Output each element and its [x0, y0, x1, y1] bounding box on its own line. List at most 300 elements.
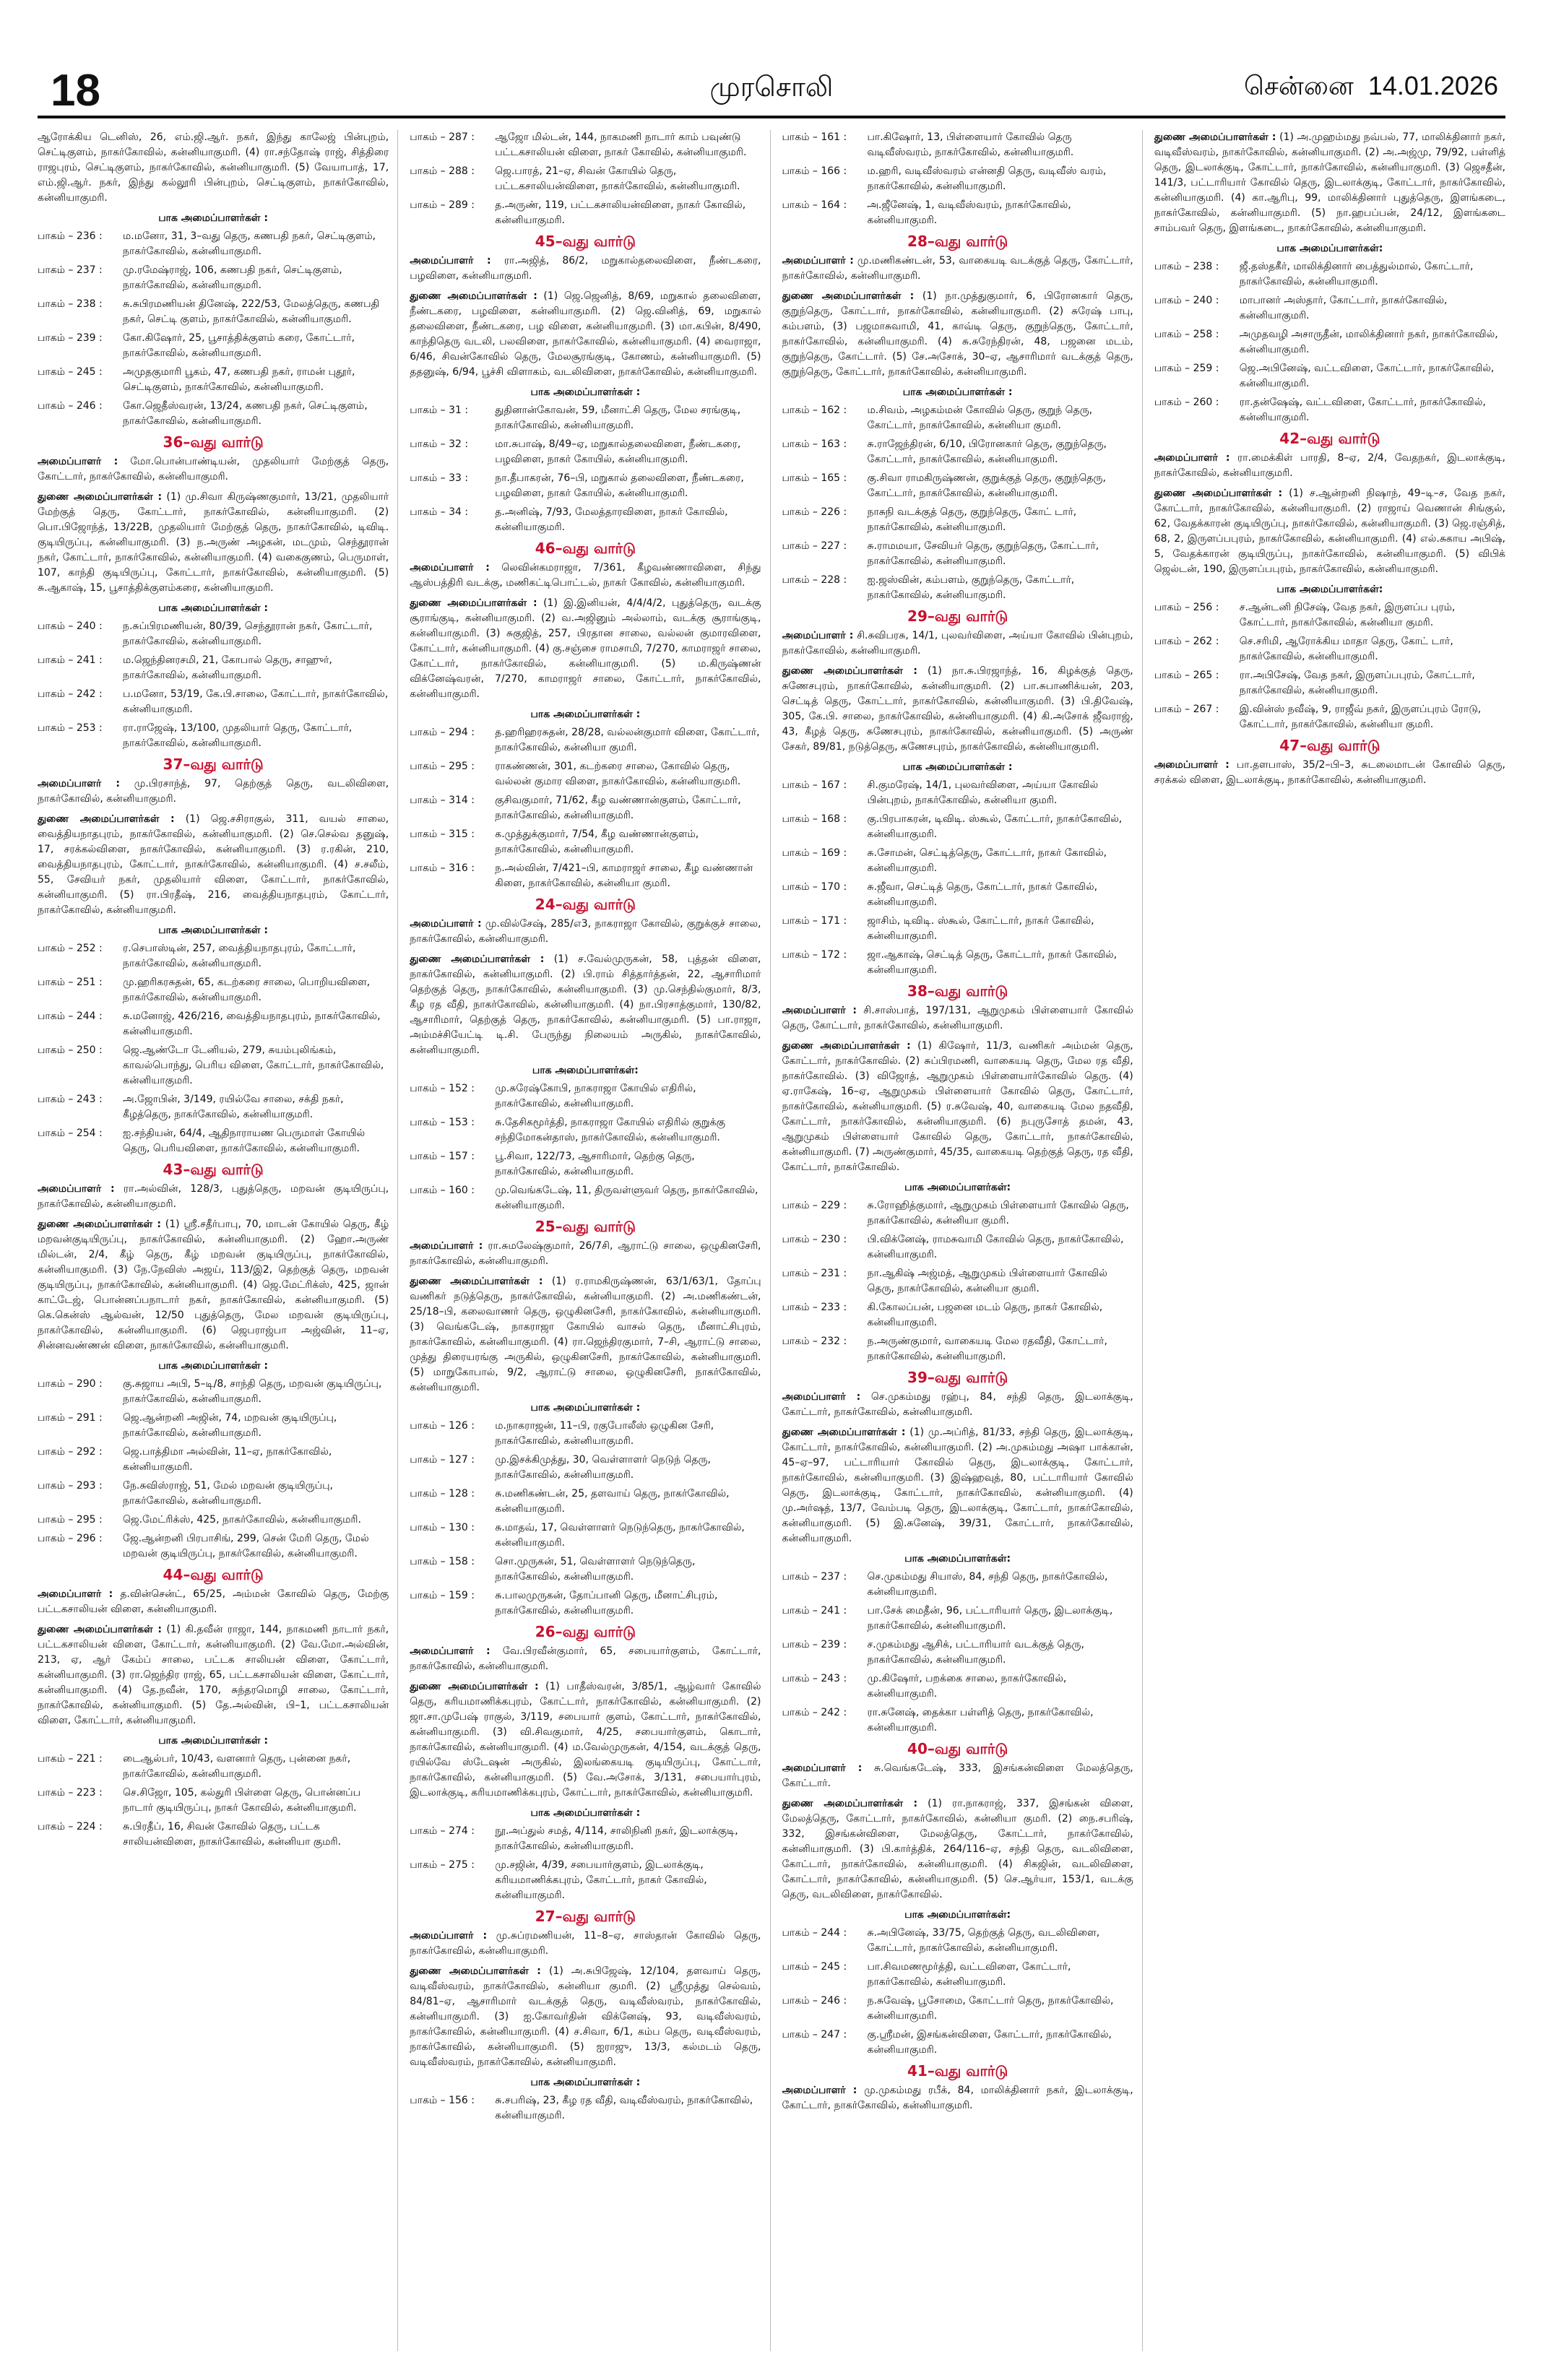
booth-entry	[410, 827, 761, 857]
booth-entry	[38, 975, 389, 1005]
booth-number: பாகம் – 291 :	[38, 1412, 103, 1424]
organizer-paragraph	[38, 1217, 389, 1354]
booth-number: பாகம் – 295 :	[38, 1514, 103, 1526]
paragraph-text: பா.தளபாஸ், 35/2–பி–3, சுடலைமாடன் கோவில் தெரு, சரக்கல் விளை, இடலாக்குடி, நாகர்கோவில், கன்னியாகுமரி.	[1154, 759, 1505, 786]
role-label: துணை அமைப்பாளர்கள் :	[410, 597, 537, 609]
organizer-paragraph	[782, 2083, 1133, 2113]
booth-entry	[1154, 600, 1505, 631]
booth-number: பாகம் – 232 :	[782, 1336, 847, 1347]
booth-entry	[38, 1531, 389, 1562]
ward-heading: 27–வது வார்டு	[535, 1908, 636, 1925]
booth-organizer: மாபானர் அஸ்தார், கோட்டார், நாகர்கோவில், கன்னியாகுமரி.	[1239, 295, 1448, 321]
booth-number: பாகம் – 293 :	[38, 1480, 103, 1492]
role-label: அமைப்பாளர் :	[782, 1762, 863, 1774]
paragraph-text: ரா.அஜித், 86/2, மறுகால்தலைவிளை, நீண்டகரை, பழவிளை, கன்னியாகுமரி.	[410, 255, 761, 282]
paragraph-text: ஆரோக்கிய டெனிஸ், 26, எம்.ஜி.ஆர். நகர், இந்து காலேஜ் பின்புறம், செட்டிகுளம், நாகர்கோவில், கன்னியாகுமரி. (4) ரா.சந்தோஷ் ராஜ், சித்திரை ராஜபுரம், செட்டிகுளம், நாகர்கோவில், கன்னியாகுமரி. (5) வேயாபாத், 17, எம்.ஜி.ஆர். நகர், இந்து கல்லூரி பின்புறம், செட்டிகுளம், நாகர்கோவில், கன்னியாகுமரி.	[38, 131, 389, 204]
paragraph-text: மு.பிரசாந்த், 97, தெற்குத் தெரு, வடலிவிளை, நாகர்கோவில், கன்னியாகுமரி.	[38, 778, 389, 805]
booth-organizer: மு.சஜின், 4/39, சபையார்குளம், இடலாக்குடி, கரியமாணிக்கபுரம், கோட்டார், நாகர் கோவில், கன்னியாகுமரி.	[495, 1859, 707, 1901]
organizer-paragraph	[410, 1239, 761, 1269]
ward-heading: 42–வது வார்டு	[1279, 430, 1380, 447]
organizer-paragraph	[782, 1425, 1133, 1546]
booth-number: பாகம் – 170 :	[782, 881, 847, 893]
organizer-paragraph	[410, 1929, 761, 1959]
organizer-paragraph	[38, 1182, 389, 1212]
section-subheading: பாக அமைப்பாளர்கள் :	[530, 1807, 641, 1819]
booth-entry	[38, 1445, 389, 1475]
booth-entry	[38, 1819, 389, 1850]
organizer-paragraph	[782, 254, 1133, 284]
booth-number: பாகம் – 231 :	[782, 1268, 847, 1279]
booth-entry	[410, 1554, 761, 1585]
booth-entry	[38, 297, 389, 327]
role-label: துணை அமைப்பாளர்கள் :	[410, 1681, 539, 1692]
booth-number: பாகம் – 159 :	[410, 1590, 475, 1601]
role-label: அமைப்பாளர் :	[782, 1391, 861, 1403]
section-subheading: பாக அமைப்பாளர்கள் :	[530, 709, 641, 720]
booth-number: பாகம் – 169 :	[782, 847, 847, 859]
booth-organizer: இ.வின்ஸ் நவீஷ், 9, ராஜீவ் நகர், இருளப்புரம் ரோடு, கோட்டார், நாகர்கோவில், கன்னியா குமரி.	[1239, 704, 1482, 730]
booth-number: பாகம் – 247 :	[782, 2029, 847, 2041]
booth-entry	[410, 1824, 761, 1854]
booth-number: பாகம் – 262 :	[1154, 636, 1219, 647]
booth-organizer: சு.சுபிரமணியன் தினேஷ், 222/53, மேலத்தெரு, கணபதி நகர், செட்டி குளம், நாகர்கோவில், கன்னியாகுமரி.	[123, 298, 380, 325]
organizer-paragraph	[410, 952, 761, 1058]
paragraph-text: (1) மு.அப்ரித், 81/33, சந்தி தெரு, இடலாக்குடி, கோட்டார், நாகர்கோவில், கன்னியாகுமரி. (2) அ.முகம்மது அஷா பாக்கான், 45–ஏ–97, பட்டாரியார் கோவில் தெரு, இடலாக்குடி, கோட்டார், நாகர்கோவில், கன்னியாகுமரி. (3) இஷ்ஹவுத், 80, பட்டாரியார் கோவில் தெரு, இடலாக்குடி, கோட்டார், நாகர்கோவில், கன்னியாகுமரி. (4) மு.அர்ஷத், 13/7, வேம்படி தெரு, இடலாக்குடி, கோட்டார், நாகர்கோவில், கன்னியாகுமரி. (5) இ.சுனேஷ், 39/31, கோட்டார், நாகர்கோவில், கன்னியாகுமரி.	[782, 1427, 1133, 1544]
paragraph-text: த.வின்சென்ட், 65/25, அம்மன் கோவில் தெரு, மேற்கு பட்டகசாலியன் விளை, கன்னியாகுமரி.	[38, 1588, 389, 1615]
ward-heading: 39–வது வார்டு	[907, 1369, 1008, 1386]
booth-number: பாகம் – 239 :	[782, 1639, 847, 1650]
paragraph-text: (1) அ.முஹம்மது நவ்பல், 77, மாலிக்தினார் நகர், வடிவீஸ்வரம், நாகர்கோவில், கன்னியாகுமரி. (2) அ.அஜ்மு, 79/92, பள்ளித் தெரு, இடலாக்குடி, கோட்டார், நாகர்கோவில், கன்னியாகுமரி. (3) ஜெசதீன், 141/3, பட்டாரியார் கோவில் தெரு, இடலாக்குடி, கோட்டார், நாகர்கோவில், கன்னியாகுமரி. (4) கா.ஆரிபு, 99, மாலிக்தினார் புதுத்தெரு, இளங்கடை, நாகர்கோவில், கன்னியாகுமரி. (5) நா.ஹபப்பன், 24/12, இளங்கடை சாம்பவர் தெரு, இளங்கடை, நாகர்கோவில், கன்னியாகுமரி.	[1154, 131, 1505, 234]
role-label: துணை அமைப்பாளர்கள் :	[1154, 488, 1283, 499]
booth-organizer: கி.கோலப்பன், பஜனை மடம் தெரு, நாகர் கோவில், கன்னியாகுமரி.	[867, 1302, 1103, 1328]
booth-number: பாகம் – 244 :	[38, 1011, 103, 1022]
booth-entry	[38, 1513, 389, 1528]
booth-entry	[782, 1671, 1133, 1702]
booth-organizer: ம.ஹரி, வடிவீஸ்வரம் என்னதி தெரு, வடிவீஸ் வரம், நாகர்கோவில், கன்னியாகுமரி.	[867, 165, 1107, 192]
booth-organizer: கு.ஸ்ரீமன், இசங்கன்விளை, கோட்டார், நாகர்கோவில், கன்னியாகுமரி.	[867, 2029, 1112, 2056]
booth-entry	[782, 778, 1133, 808]
booth-number: பாகம் – 168 :	[782, 813, 847, 825]
booth-organizer: பா.கிஷோர், 13, பிள்ளையார் கோவில் தெரு வடிவீஸ்வரம், நாகர்கோவில், கன்னியாகுமரி.	[867, 131, 1074, 158]
newspaper-name: முரசொலி	[709, 71, 834, 103]
booth-entry	[782, 914, 1133, 944]
booth-entry	[782, 846, 1133, 876]
booth-number: பாகம் – 259 :	[1154, 363, 1219, 374]
booth-organizer: ஜெ.ஆண்டோ டேனியல், 279, சுயம்புலிங்கம், காவல்பொந்து, பெரிய விளை, கோட்டார், நாகர்கோவில், கன்னியாகுமரி.	[123, 1044, 384, 1086]
booth-number: பாகம் – 314 :	[410, 795, 475, 806]
booth-entry	[38, 1411, 389, 1441]
booth-entry	[38, 1126, 389, 1156]
booth-organizer: மு.ரமேஷ்ராஜ், 106, கணபதி நகர், செட்டிகுளம், நாகர்கோவில், கன்னியாகுமரி.	[123, 264, 342, 291]
booth-organizer: சு.பிரதீப், 16, சிவன் கோவில் தெரு, பட்டக சாலியன்விளை, நாகர்கோவில், கன்னியா குமரி.	[123, 1821, 342, 1848]
paragraph-text: (1) இ.இனியன், 4/4/4/2, புதுத்தெரு, வடக்கு சூராங்குடி, கன்னியாகுமரி. (2) வ.அஜினும் அல்லாம், வடக்கு சூராங்குடி, கன்னியாகுமரி. (3) சுகுஜித், 257, பிரதான சாலை, வல்லன் குமாரவிளை, கோட்டார், கன்னியாகுமரி. (4) கு.சஞ்சை ராமசாமி, 7/270, காமராஜர் சாலை, கோட்டார், நாகர்கோவில், கன்னியாகுமரி. (5) ம.கிருஷ்ணன் விக்னேஷ்வரன், 7/270, காமராஜர் சாலை, கோட்டார், நாகர்கோவில், கன்னியாகுமரி.	[410, 597, 761, 700]
booth-organizer: சு.மாதவ், 17, வெள்ளாளர் நெடுந்தெரு, நாகர்கோவில், கன்னியாகுமரி.	[495, 1522, 745, 1549]
booth-number: பாகம் – 316 :	[410, 862, 475, 874]
booth-number: பாகம் – 253 :	[38, 722, 103, 734]
booth-organizer: அ.ஜோபின், 3/149, ரயில்வே சாலை, சக்தி நகர், கீழத்தெரு, நாகர்கோவில், கன்னியாகுமரி.	[123, 1094, 344, 1120]
booth-number: பாகம் – 241 :	[782, 1605, 847, 1617]
booth-number: பாகம் – 160 :	[410, 1185, 475, 1196]
ward-heading: 36–வது வார்டு	[163, 433, 264, 451]
booth-organizer: ப.மனோ, 53/19, கே.பி.சாலை, கோட்டார், நாகர்கோவில், கன்னியாகுமரி.	[123, 688, 389, 715]
role-label: அமைப்பாளர் :	[410, 1240, 483, 1252]
booth-number: பாகம் – 230 :	[782, 1234, 847, 1245]
booth-number: பாகம் – 31 :	[410, 404, 469, 416]
booth-number: பாகம் – 171 :	[782, 915, 847, 927]
booth-number: பாகம் – 242 :	[38, 688, 103, 700]
ward-heading: 37–வது வார்டு	[163, 756, 264, 773]
booth-organizer: சொ.முருகன், 51, வெள்ளாளர் நெடுந்தெரு, நாகர்கோவில், கன்னியாகுமரி.	[495, 1556, 696, 1583]
organizer-paragraph	[1154, 758, 1505, 788]
booth-number: பாகம் – 243 :	[782, 1673, 847, 1684]
booth-organizer: க.முத்துக்குமார், 7/54, கீழ வண்ணான்குளம், நாகர்கோவில், கன்னியாகுமரி.	[495, 828, 699, 855]
booth-entry	[410, 861, 761, 891]
booth-organizer: த.ஹரிஹரசுதன், 28/28, வல்லன்குமார் விளை, கோட்டார், நாகர்கோவில், கன்னியா குமரி.	[495, 727, 760, 753]
organizer-paragraph	[782, 1039, 1133, 1175]
organizer-paragraph	[410, 1644, 761, 1674]
ward-heading: 25–வது வார்டு	[535, 1218, 636, 1235]
role-label: அமைப்பாளர் :	[410, 1645, 490, 1657]
section-subheading: பாக அமைப்பாளர்கள் :	[902, 386, 1013, 398]
booth-entry	[782, 573, 1133, 603]
booth-entry	[38, 687, 389, 717]
booth-entry	[782, 437, 1133, 467]
organizer-paragraph	[782, 1796, 1133, 1903]
booth-entry	[38, 1092, 389, 1122]
role-label: அமைப்பாளர் :	[1154, 759, 1229, 771]
city: சென்னை	[1243, 71, 1354, 100]
booth-organizer: செ.முகம்மது சியாஸ், 84, சந்தி தெரு, நாகர்கோவில், கன்னியாகுமரி.	[867, 1571, 1108, 1598]
booth-organizer: மு.இசக்கிமுத்து, 30, வெள்ளாளர் நெடுந் தெரு, நாகர்கோவில், கன்னியாகுமரி.	[495, 1454, 711, 1481]
paragraph-text: மு.வில்சேஷ், 285/எ3, நாகராஜா கோவில், குறுக்குச் சாலை, நாகர்கோவில், கன்னியாகுமரி.	[410, 918, 761, 945]
booth-organizer: மு.கிஷோர், பறக்கை சாலை, நாகர்கோவில், கன்னியாகுமரி.	[867, 1673, 1067, 1700]
booth-organizer: நூ.அப்துல் சமத், 4/114, சாலிநினி நகர், இடலாக்குடி, நாகர்கோவில், கன்னியாகுமரி.	[495, 1825, 738, 1852]
organizer-paragraph	[410, 1274, 761, 1395]
booth-entry	[410, 1081, 761, 1112]
booth-organizer: மு.வெங்கடேஷ், 11, திருவள்ளுவர் தெரு, நாகர்கோவில், கன்னியாகுமரி.	[495, 1185, 758, 1211]
paragraph-text: (1) ஸ்ரீ.சதீர்பாபு, 70, மாடன் கோயில் தெரு, கீழ் மறவன்குடியிருப்பு, நாகர்கோவில், கன்னியாகுமரி. (2) ஹோ.அருண் மில்டன், 2/4, கீழ் தெரு, கீழ் மறவன் குடியிருப்பு, நாகர்கோவில், கன்னியாகுமரி. (3) நே.நேவிஸ் அஜய், 113/இ2, தெற்குத் தெரு, மறவன் குடியிருப்பு, நாகர்கோவில், கன்னியாகுமரி. (4) ஜெ.மேட்ரிக்ஸ், 425, ஜான் காட்டேஜ், பொன்னப்பநாடார் நகர், நாகர்கோவில், கன்னியாகுமரி. (5) கெ.கென்ஸ் ஆல்வன், 12/50 புதுத்தெரு, மேல மறவன் குடியிருப்பு, நாகர்கோவில், கன்னியாகுமரி. (6) ஜெபராஜ்பா அஜ்வின், 11–ஏ, சின்னவண்ணன் விளை, நாகர்கோவில், கன்னியாகுமரி.	[38, 1219, 389, 1351]
booth-organizer: செ.சிஜோ, 105, கல்துரி பிள்ளை தெரு, பொன்னப்ப நாடார் குடியிருப்பு, நாகர் கோவில், கன்னியாகுமரி.	[123, 1787, 360, 1814]
booth-organizer: சு.தேசிகமூர்த்தி, நாகராஜா கோயில் எதிரில் குறுக்கு சந்திமோகன்தாஸ், நாகர்கோவில், கன்னியாகுமரி.	[495, 1117, 725, 1143]
booth-organizer: ஜெ.அபினேஷ், வட்டவிளை, கோட்டார், நாகர்கோவில், கன்னியாகுமரி.	[1239, 363, 1495, 389]
section-subheading: பாக அமைப்பாளர்கள்:	[532, 1065, 639, 1076]
booth-entry	[38, 653, 389, 683]
booth-number: பாகம் – 288 :	[410, 165, 475, 177]
booth-entry	[782, 539, 1133, 569]
booth-number: பாகம் – 246 :	[38, 400, 103, 412]
booth-organizer: பூ.சிவா, 122/73, ஆசாரிமார், தெற்கு தெரு, நாகர்கோவில், கன்னியாகுமரி.	[495, 1151, 695, 1177]
booth-number: பாகம் – 287 :	[410, 131, 475, 143]
booth-organizer: பா.சேக் மைதீன், 96, பட்டாரியார் தெரு, இடலாக்குடி, நாகர்கோவில், கன்னியாகுமரி.	[867, 1605, 1113, 1632]
booth-number: பாகம் – 244 :	[782, 1927, 847, 1939]
ward-heading: 47–வது வார்டு	[1279, 737, 1380, 754]
ward-heading: 24–வது வார்டு	[535, 896, 636, 913]
paragraph-text: செ.முகம்மது ரஹ்பு, 84, சந்தி தெரு, இடலாக்குடி, கோட்டார், நாகர்கோவில், கன்னியாகுமரி.	[782, 1391, 1133, 1418]
booth-entry	[782, 1300, 1133, 1330]
booth-entry	[782, 1266, 1133, 1297]
role-label: அமைப்பாளர் :	[1154, 452, 1230, 464]
section-subheading: பாக அமைப்பாளர்கள் :	[158, 212, 269, 224]
paragraph-text: (1) ச.ஆன்றனி நிஷாந், 49–டி–ச, வேத நகர், கோட்டார், நாகர்கோவில், கன்னியாகுமரி. (2) ராஜாய் வெணான் சிங்குல், 62, வேதக்காரன் குடியிருப்பு, நாகர்கோவில், கன்னியாகுமரி. (3) ஜெ.ரஞ்சித், 68, 2, இருளப்பபுரம், நாகர்கோவில், கன்னியாகுமரி. (4) எல்.சுகாய அபிஷ், 5, வேதக்காரன் குடியிருப்பு, நாகர்கோவில், கன்னியாகுமரி. (5) விபிக் ஜெல்டன், 190, இருளப்பபுரம், நாகர்கோவில், கன்னியாகுமரி.	[1154, 488, 1505, 575]
booth-number: பாகம் – 127 :	[410, 1454, 475, 1466]
organizer-paragraph	[38, 490, 389, 596]
booth-number: பாகம் – 239 :	[38, 332, 103, 344]
booth-entry	[410, 759, 761, 789]
ward-heading: 41–வது வார்டு	[907, 2062, 1008, 2080]
booth-number: பாகம் – 162 :	[782, 404, 847, 416]
booth-number: பாகம் – 237 :	[38, 264, 103, 276]
booth-entry	[410, 471, 761, 501]
booth-organizer: ஜெ.ஆன்றனி அஜின், 74, மறவன் குடியிருப்பு, நாகர்கோவில், கன்னியாகுமரி.	[123, 1412, 337, 1439]
booth-number: பாகம் – 226 :	[782, 506, 847, 518]
booth-entry	[782, 1604, 1133, 1634]
booth-number: பாகம் – 254 :	[38, 1128, 103, 1139]
booth-number: பாகம் – 289 :	[410, 199, 475, 211]
booth-entry	[1154, 668, 1505, 698]
booth-entry	[782, 198, 1133, 228]
booth-entry	[782, 948, 1133, 978]
booth-organizer: ம.ஜெந்தினரசமி, 21, கோபால் தெரு, சாஹுர், நாகர்கோவில், கன்னியாகுமரி.	[123, 654, 332, 681]
booth-organizer: சி.குமரேஷ், 14/1, புலவர்விளை, அய்யா கோவில் பின்புறம், நாகர்கோவில், கன்னியா குமரி.	[867, 779, 1099, 806]
organizer-paragraph	[782, 664, 1133, 755]
booth-entry	[38, 721, 389, 751]
section-subheading: பாக அமைப்பாளர்கள்:	[904, 1182, 1011, 1193]
role-label: துணை அமைப்பாளர்கள் :	[782, 665, 917, 677]
organizer-paragraph	[410, 1679, 761, 1801]
booth-number: பாகம் – 242 :	[782, 1707, 847, 1718]
organizer-paragraph	[782, 628, 1133, 659]
paragraph-text: மோ.பொன்பாண்டியன், முதலியார் மேற்குத் தெரு, கோட்டார், நாகர்கோவில், கன்னியாகுமரி.	[38, 456, 389, 483]
page-number: 18	[51, 66, 100, 116]
section-subheading: பாக அமைப்பாளர்கள்:	[1276, 243, 1383, 254]
role-label: துணை அமைப்பாளர்கள் :	[782, 1427, 906, 1438]
booth-number: பாகம் – 260 :	[1154, 397, 1219, 408]
booth-organizer: மா.சுபாஷ், 8/49–ஏ, மறுகால்தலைவிளை, நீண்டகரை, பழவிளை, நாகர் கோயில், கன்னியாகுமரி.	[495, 438, 741, 465]
booth-number: பாகம் – 158 :	[410, 1556, 475, 1567]
booth-entry	[782, 1232, 1133, 1263]
booth-number: பாகம் – 292 :	[38, 1446, 103, 1458]
booth-entry	[38, 941, 389, 972]
booth-number: பாகம் – 152 :	[410, 1083, 475, 1094]
role-label: துணை அமைப்பாளர்கள் :	[410, 1276, 543, 1287]
role-label: அமைப்பாளர் :	[782, 255, 854, 267]
paragraph-text: (1) ஜெ.சசிராகுல், 311, வயல் சாலை, வைத்தியநாதபுரம், நாகர்கோவில், கன்னியாகுமரி. (2) செ.செல்வ தனுஷ், 17, சரக்கல்விளை, நாகர்கோவில், கன்னியாகுமரி. (3) ர.ரகின், 210, வைத்தியநாதபுரம், கோட்டார், நாகர்கோவில், கன்னியாகுமரி. (4) ச.சலீம், 55, சேவியர் நகர், முதலியார் விளை, கோட்டார், நாகர்கோவில், கன்னியாகுமரி. (5) ரா.பிரதீஷ், 216, வைத்தியநாதபுரம், கோட்டார், நாகர்கோவில், கன்னியாகுமரி.	[38, 813, 389, 916]
booth-organizer: த.அனிஷ், 7/93, மேலத்தாரவிளை, நாகர் கோவில், கன்னியாகுமரி.	[495, 506, 728, 533]
booth-number: பாகம் – 265 :	[1154, 670, 1219, 681]
booth-entry	[782, 880, 1133, 910]
booth-number: பாகம் – 267 :	[1154, 704, 1219, 715]
role-label: அமைப்பாளர் :	[782, 2085, 857, 2096]
booth-number: பாகம் – 223 :	[38, 1787, 103, 1799]
booth-entry	[38, 229, 389, 259]
section-subheading: பாக அமைப்பாளர்கள் :	[158, 925, 269, 936]
organizer-paragraph	[782, 1003, 1133, 1034]
paragraph-text: (1) பாதீஸ்வரன், 3/85/1, ஆழ்வார் கோவில் தெரு, கரியமாணிக்கபுரம், கோட்டார், நாகர்கோவில், கன்னியாகுமரி. (2) ஜா.சா.முபேஷ் ராகுல், 3/119, சபையார் குளம், கோட்டார், நாகர்கோவில், கன்னியாகுமரி. (3) வி.சிவகுமார், 4/25, சபையார்குளம், கொடார், நாகர்கோவில், கன்னியாகுமரி. (4) ம.வேல்முருகன், 4/154, வடக்குத் தெரு, ரயில்வே ஸ்டேஷன் அருகில், இலங்கையடி குடியிருப்பு, கோட்டார், நாகர்கோவில், கன்னியாகுமரி. (5) வே.அசோக், 3/131, சபையார்புரம், இடலாக்குடி, கரியமாணிக்கபுரம், கோட்டார், நாகர்கோவில், கன்னியாகுமரி.	[410, 1681, 761, 1799]
booth-organizer: ந.அல்வின், 7/421–பி, காமராஜர் சாலை, கீழ வண்ணான் கிளை, நாகர்கோவில், கன்னியா குமரி.	[495, 862, 753, 889]
booth-organizer: த.அருண், 119, பட்டகசாலியன்விளை, நாகர் கோவில், கன்னியாகுமரி.	[495, 199, 746, 226]
paragraph-text: சு.வெங்கடேஷ், 333, இசங்கன்விளை மேலத்தெரு, கோட்டார்.	[782, 1762, 1133, 1789]
booth-entry	[38, 1752, 389, 1782]
section-subheading: பாக அமைப்பாளர்கள்:	[904, 1553, 1011, 1565]
booth-number: பாகம் – 224 :	[38, 1821, 103, 1832]
role-label: துணை அமைப்பாளர்கள் :	[782, 1798, 918, 1809]
ward-heading: 46–வது வார்டு	[535, 540, 636, 557]
organizer-paragraph	[410, 289, 761, 380]
booth-organizer: செ.சரிமி, ஆரோக்கிய மாதா தெரு, கோட் டார், நாகர்கோவில், கன்னியாகுமரி.	[1239, 636, 1453, 662]
booth-organizer: நாசுநி வடக்குத் தெரு, குறுந்தெரு, கோட் டார், நாகர்கோவில், கன்னியாகுமரி.	[867, 506, 1077, 533]
paragraph-text: சி.சாஸ்பாத், 197/131, ஆறுமுகம் பிள்ளையார் கோவில் தெரு, கோட்டார், நாகர்கோவில், கன்னியாகுமரி.	[782, 1005, 1133, 1031]
paragraph-text: ரா.சுமலேஷ்குமார், 26/7சி, ஆராட்டு சாலை, ஒழுகினசேரி, நாகர்கோவில், கன்னியாகுமரி.	[410, 1240, 761, 1267]
paragraph-text: (1) நா.முத்துகுமார், 6, பிரோனகார் தெரு, குறுந்தெரு, கோட்டார், நாகர்கோவில், கன்னியாகுமரி. (2) சுரேஷ் பாபு, கம்பளம், (3) பஜமாசுவாமி, 41, காவ்டி தெரு, குறுந்தெரு, கோட்டார், நாகர்கோவில், கன்னியாகுமரி. (4) சு.சுரேந்திரன், 48, பஜனை மடம், குறுந்தெரு, கோட்டார். (5) சே.அசோக், 30–ஏ, ஆசாரிமார் வடக்குத் தெரு, குறுந்தெரு, கோட்டார், நாகர்கோவில், கன்னியாகுமரி.	[782, 290, 1133, 378]
booth-organizer: பி.விக்னேஷ், ராமசுவாமி கோவில் தெரு, நாகர்கோவில், கன்னியாகுமரி.	[867, 1234, 1124, 1260]
booth-organizer: ஜெ.பாரத், 21–ஏ, சிவன் கோயில் தெரு, பட்டகசாலியன்விளை, நாகர்கோவில், கன்னியாகுமரி.	[495, 165, 740, 192]
booth-organizer: ராகண்ணன், 301, கடற்கரை சாலை, கோவில் தெரு, வல்லன் குமார விளை, நாகர்கோவில், கன்னியாகுமரி.	[495, 761, 741, 787]
role-label: அமைப்பாளர் :	[38, 1588, 113, 1600]
booth-number: பாகம் – 256 :	[1154, 602, 1219, 613]
booth-number: பாகம் – 241 :	[38, 654, 103, 666]
role-label: அமைப்பாளர் :	[410, 1930, 488, 1942]
booth-organizer: கு.சுஜாய அபி, 5–டி/8, சாந்தி தெரு, மறவன் குடியிருப்பு, நாகர்கோவில், கன்னியாகுமரி.	[123, 1378, 382, 1405]
booth-entry	[1154, 259, 1505, 290]
booth-number: பாகம் – 290 :	[38, 1378, 103, 1390]
booth-entry	[782, 1926, 1133, 1956]
booth-organizer: ர.செபாஸ்டின், 257, வைத்தியநாதபுரம், கோட்டார், நாகர்கோவில், கன்னியாகுமரி.	[123, 943, 356, 969]
booth-number: பாகம் – 240 :	[1154, 295, 1219, 306]
booth-organizer: ஐ.ஜஸ்வின், கம்பளம், குறுந்தெரு, கோட்டார், நாகர்கோவில், கன்னியாகுமரி.	[867, 574, 1075, 601]
booth-organizer: ந.சுவேஷ், பூசோமை, கோட்டார் தெரு, நாகர்கோவில், கன்னியாகுமரி.	[867, 1995, 1114, 2022]
paragraph-text: மு.முகம்மது ரபீக், 84, மாலிக்தினார் நகர், இடலாக்குடி, கோட்டார், நாகர்கோவில், கன்னியாகுமரி.	[782, 2085, 1133, 2111]
booth-entry	[782, 1198, 1133, 1229]
role-label: துணை அமைப்பாளர்கள் :	[782, 290, 915, 302]
paragraph-text: (1) அ.சுபிஜேஷ், 12/104, தளவாய் தெரு, வடிவீஸ்வரம், நாகர்கோவில், கன்னியா குமரி. (2) ஸ்ரீமுத்து செல்வம், 84/81–ஏ, ஆசாரிமார் வடக்குத் தெரு, வடிவீஸ்வரம், நாகர்கோவில், கன்னியாகுமரி. (3) ஐ.கோவர்தின் விக்னேஷ், 93, வடிவீஸ்வரம், நாகர்கோவில், கன்னியாகுமரி. (4) ச.சிவா, 6/1, கம்ப தெரு, வடிவீஸ்வரம், நாகர்கோவில், கன்னியாகுமரி. (5) ஐராஜு, 13/3, கல்மடம் தெரு, வடிவீஸ்வரம், நாகர்கோவில், கன்னியாகுமரி.	[410, 1965, 761, 2068]
booth-organizer: பா.சிவமணமூர்த்தி, வட்டவிளை, கோட்டார், நாகர்கோவில், கன்னியாகுமரி.	[867, 1961, 1071, 1988]
role-label: அமைப்பாளர் :	[38, 456, 118, 467]
booth-entry	[782, 1994, 1133, 2024]
booth-organizer: அமுதவழி அசாருதீன், மாலிக்தினார் நகர், நாகர்கோவில், கன்னியாகுமரி.	[1239, 329, 1498, 355]
booth-number: பாகம் – 32 :	[410, 438, 469, 450]
booth-entry	[410, 130, 761, 160]
ward-heading: 26–வது வார்டு	[535, 1623, 636, 1640]
booth-number: பாகம் – 245 :	[782, 1961, 847, 1973]
booth-number: பாகம் – 237 :	[782, 1571, 847, 1583]
booth-organizer: அமுதகுமாரி பூகம், 47, கணபதி நகர், ராமன் புதூர், செட்டிகுளம், நாகர்கோவில், கன்னியாகுமரி.	[123, 366, 355, 393]
booth-organizer: மு.சுரேஷ்கோபி, நாகராஜா கோயில் எதிரில், நாகர்கோவில், கன்னியாகுமரி.	[495, 1083, 696, 1109]
booth-entry	[410, 164, 761, 194]
booth-entry	[410, 1115, 761, 1146]
booth-entry	[410, 198, 761, 228]
booth-organizer: குசிவகுமார், 71/62, கீழ வண்ணான்குளம், கோட்டார், நாகர்கோவில், கன்னியாகுமரி.	[495, 795, 741, 821]
column-2	[410, 130, 770, 2351]
ward-heading: 43–வது வார்டு	[163, 1161, 264, 1178]
booth-number: பாகம் – 156 :	[410, 2095, 475, 2106]
paragraph-text: சி.சுவிபரசு, 14/1, புலவர்விளை, அய்யா கோவில் பின்புறம், நாகர்கோவில், கன்னியாகுமரி.	[782, 630, 1133, 657]
booth-entry	[782, 130, 1133, 160]
booth-entry	[410, 1183, 761, 1213]
role-label: அமைப்பாளர் :	[410, 918, 482, 930]
booth-organizer: ரா.சுனேஷ், தைக்கா பள்ளித் தெரு, நாகர்கோவில், கன்னியாகுமரி.	[867, 1707, 1094, 1734]
booth-number: பாகம் – 294 :	[410, 727, 475, 738]
booth-organizer: சு.ரோஹித்குமார், ஆறுமுகம் பிள்ளையார் கோவில் தெரு, நாகர்கோவில், கன்னியா குமரி.	[867, 1200, 1129, 1226]
booth-organizer: சு.ராமமயா, சேவியர் தெரு, குறுந்தெரு, கோட்டார், நாகர்கோவில், கன்னியாகுமரி.	[867, 540, 1099, 567]
booth-number: பாகம் – 167 :	[782, 779, 847, 791]
paragraph-text: (1) ர.ராமகிருஷ்ணன், 63/1/63/1, தோப்பு வணிகர் நடுத்தெரு, நாகர்கோவில், கன்னியாகுமரி. (2) அ.மணிகண்டன், 25/18–பி, கலைவாணர் தெரு, ஒழுகினசேரி, நாகர்கோவில், கன்னியாகுமரி. (3) வெங்கடேஷ், நாகராஜா கோயில் வாசல் தெரு, மீனாட்சிபுரம், நாகர்கோவில், கன்னியாகுமரி. (4) ரா.ஜெந்திரகுமார், 7–சி, ஆராட்டு சாலை, முத்து திரையரங்கு அருகில், ஒழுகினசேரி, நாகர்கோவில், கன்னியாகுமரி. (5) மாறுகோபால், 9/2, ஆராட்டு சாலை, ஒழுகினசேரி, நாகர்கோவில், கன்னியாகுமரி.	[410, 1276, 761, 1393]
role-label: துணை அமைப்பாளர்கள் :	[410, 1965, 541, 1977]
booth-number: பாகம் – 172 :	[782, 949, 847, 961]
booth-number: பாகம் – 161 :	[782, 131, 847, 143]
booth-entry	[1154, 293, 1505, 324]
booth-number: பாகம் – 164 :	[782, 199, 847, 211]
booth-number: பாகம் – 34 :	[410, 506, 469, 518]
paragraph-text: லெவின்கமராஜா, 7/361, கீழவண்ணாவிளை, சிந்து ஆஸ்பத்திரி வடக்கு, மணிகட்டிபொட்டல், நாகர் கோவில், கன்னியாகுமரி.	[410, 562, 761, 589]
booth-organizer: ஜீ.தஸ்தகீர், மாலிக்தினார் பைத்துல்மால், கோட்டார், நாகர்கோவில், கன்னியாகுமரி.	[1239, 261, 1474, 287]
booth-organizer: டைஆல்பர், 10/43, வளனார் தெரு, புன்னை நகர், நாகர்கோவில், கன்னியாகுமரி.	[123, 1753, 351, 1780]
role-label: துணை அமைப்பாளர்கள் :	[410, 953, 545, 965]
booth-entry	[410, 1419, 761, 1449]
paragraph-text: (1) கி.தவீன் ராஜா, 144, நாகமணி நாடார் நகர், பட்டகசாலியன் விளை, கோட்டார், கன்னியாகுமரி. (2) வே.மோ.அல்வின், 213, ஏ, ஆர் கேம்ப் சாலை, பட்டக சாலியன் விளை, கோட்டார், கன்னியாகுமரி. (3) ரா.ஜெந்திர ராஜ், 65, பட்டகசாலியன் விளை, கோட்டார், கன்னியாகுமரி. (4) தே.நவீன், 170, சுந்தரமொழி சாலை, கோட்டார், நாகர்கோவில், கன்னியாகுமரி. (5) தே.அல்வின், பி–1, பட்டகசாலியன் விளை, கோட்டார், கன்னியாகுமரி.	[38, 1624, 389, 1726]
booth-entry	[410, 1520, 761, 1551]
booth-number: பாகம் – 275 :	[410, 1859, 475, 1871]
booth-number: பாகம் – 33 :	[410, 472, 469, 484]
booth-number: பாகம் – 258 :	[1154, 329, 1219, 340]
role-label: துணை அமைப்பாளர்கள் :	[410, 290, 537, 302]
booth-entry	[38, 331, 389, 361]
booth-organizer: நா.தீபாகரன், 76–பி, மறுகால் தலைவிளை, நீண்டகரை, பழவிளை, நாகர் கோயில், கன்னியாகுமரி.	[495, 472, 744, 499]
ward-heading: 29–வது வார்டு	[907, 607, 1008, 625]
paragraph-text: (1) மு.சிவா கிருஷ்ணகுமார், 13/21, முதலியார் மேற்குத் தெரு, கோட்டார், நாகர்கோவில், கன்னியாகுமரி. (2) பொ.பிஜோந்த், 13/22B, முதலியார் மேற்குத் தெரு, நாகர்கோவில், டிவிடி. குடியிருப்பு, கன்னியாகுமரி. (3) ந.அருண் அழகன், மடமும், செந்தூரான் நகர், கோட்டார், நாகர்கோவில், கன்னியாகுமரி. (4) வகைகுணம், பெருமாள், 107, காந்தி குடியிருப்பு, கோட்டார், நாகர்கோவில், கன்னியாகுமரி. (5) சு.ஆகாஷ், 15, பூசாத்திக்குளம்கரை, கன்னியாகுமரி.	[38, 491, 389, 594]
organizer-paragraph	[410, 596, 761, 702]
booth-entry	[410, 793, 761, 823]
booth-entry	[38, 1009, 389, 1039]
booth-entry	[410, 2093, 761, 2124]
section-subheading: பாக அமைப்பாளர்கள் :	[158, 1360, 269, 1372]
booth-organizer: ஆஜோ மில்டன், 144, நாகமணி நாடார் காம் பவுண்டு பட்டகசாலியன் விளை, நாகர் கோவில், கன்னியாகுமரி.	[495, 131, 747, 158]
booth-entry	[410, 505, 761, 535]
booth-organizer: சு.மணிகண்டன், 25, தளவாய் தெரு, நாகர்கோவில், கன்னியாகுமரி.	[495, 1488, 730, 1515]
booth-organizer: நே.சுவிஸ்ராஜ், 51, மேல் மறவன் குடியிருப்பு, நாகர்கோவில், கன்னியாகுமரி.	[123, 1480, 333, 1507]
section-subheading: பாக அமைப்பாளர்கள் :	[530, 2077, 641, 2088]
booth-number: பாகம் – 126 :	[410, 1420, 475, 1432]
booth-organizer: சு.மனோஜ், 426/216, வைத்தியநாதபுரம், நாகர்கோவில், கன்னியாகுமரி.	[123, 1011, 381, 1037]
booth-organizer: நா.ஆகிஷ் அஜ்மத், ஆறுமுகம் பிள்ளையார் கோவில் தெரு, நாகர்கோவில், கன்னியா குமரி.	[867, 1268, 1107, 1294]
column-1	[38, 130, 398, 2351]
paragraph-text: (1) ஜெ.ஜெனித், 8/69, மறுகால் தலைவிளை, நீண்டகரை, பழவிளை, கன்னியாகுமரி. (2) ஜெ.வினித், 69, மறுகால் தலைவிளை, நீண்டகரை, பழ விளை, கன்னியாகுமரி. (3) மா.கபின், 8/490, காந்திதெரு வடலி, பலவிளை, நாகர்கோவில், கன்னியாகுமரி. (4) வைராஜா, 6/46, சிவன்கோவில் தெரு, மேலசூரங்குடி, கோணம், கன்னியாகுமரி. (5) ததனுஷ், 6/94, பூச்சி விளாகம், வடலிவிளை, நாகர்கோவில், கன்னியாகுமரி.	[410, 290, 761, 378]
booth-organizer: ச.ஆன்டனி நிசேஷ், வேத நகர், இருளப்ப புரம், கோட்டார், நாகர்கோவில், கன்னியா குமரி.	[1239, 602, 1456, 628]
booth-entry	[410, 437, 761, 467]
booth-organizer: துதினான்கோவன், 59, மீனாட்சி தெரு, மேல சரங்குடி, நாகர்கோவில், கன்னியாகுமரி.	[495, 404, 741, 431]
booth-entry	[782, 2028, 1133, 2058]
booth-entry	[782, 1334, 1133, 1364]
booth-entry	[782, 1637, 1133, 1668]
paragraph-text: ரா.மைக்கிள் பாரதி, 8–ஏ, 2/4, வேதநகர், இடலாக்குடி, நாகர்கோவில், கன்னியாகுமரி.	[1154, 452, 1505, 479]
booth-entry	[1154, 395, 1505, 425]
booth-number: பாகம் – 243 :	[38, 1094, 103, 1105]
booth-organizer: ச.முகம்மது ஆசிக், பட்டாரியார் வடக்குத் தெரு, நாகர்கோவில், கன்னியாகுமரி.	[867, 1639, 1084, 1666]
booth-organizer: கோ.கிஷோர், 25, பூசாத்திக்குளம் கரை, கோட்டார், நாகர்கோவில், கன்னியாகுமரி.	[123, 332, 355, 359]
booth-entry	[38, 1786, 389, 1816]
booth-organizer: கு.சிவா ராமகிருஷ்ணன், குறுக்குத் தெரு, குறுந்தெரு, கோட்டார், நாகர்கோவில், கன்னியாகுமரி.	[867, 472, 1106, 499]
role-label: அமைப்பாளர் :	[410, 255, 491, 267]
booth-entry	[1154, 634, 1505, 665]
organizer-paragraph	[410, 917, 761, 947]
booth-entry	[782, 1570, 1133, 1600]
organizer-paragraph	[782, 1390, 1133, 1420]
paragraph-text: (1) கிஷோர், 11/3, வணிகர் அம்மன் தெரு, கோட்டார், நாகர்கோவில். (2) சுப்பிரமணி, வாகையடி தெரு, மேல ரத வீதி, நாகர்கோவில். (3) விஜோத், ஆறுமுகம் பிள்ளையார்கோவில் தெரு. (4) ஏ.ராகேஷ், 16–ஏ, ஆறுமுகம் பிள்ளையார் கோவில் தெரு, கோட்டார், நாகர்கோவில், கன்னியாகுமரி. (5) ர.சுவேஷ், 40, வாகையடி மேல நதவீதி, கோட்டார், நாகர்கோவில், கன்னியாகுமரி. (6) நபுருசோத் தமன், 43, ஆறுமுகம் பிள்ளையார் கோவில் தெரு, கோட்டார், நாகர்கோவில், கன்னியாகுமரி. (7) அருண்குமார், 45/35, வாகையடி தெற்குத் தெரு, ரத வீதி, கோட்டார், நாகர்கோவில்.	[782, 1040, 1133, 1173]
role-label: துணை அமைப்பாளர்கள் :	[38, 813, 175, 825]
booth-entry	[1154, 702, 1505, 732]
booth-organizer: சு.ராஜேந்திரன், 6/10, பிரோனகார் தெரு, குறுந்தெரு, கோட்டார், நாகர்கோவில், கன்னியாகுமரி.	[867, 438, 1107, 465]
booth-organizer: ம.சிவம், அழகம்மன் கோவில் தெரு, குறுந் தெரு, கோட்டார், நாகர்கோவில், கன்னியா குமரி.	[867, 404, 1093, 431]
ward-heading: 45–வது வார்டு	[535, 233, 636, 250]
